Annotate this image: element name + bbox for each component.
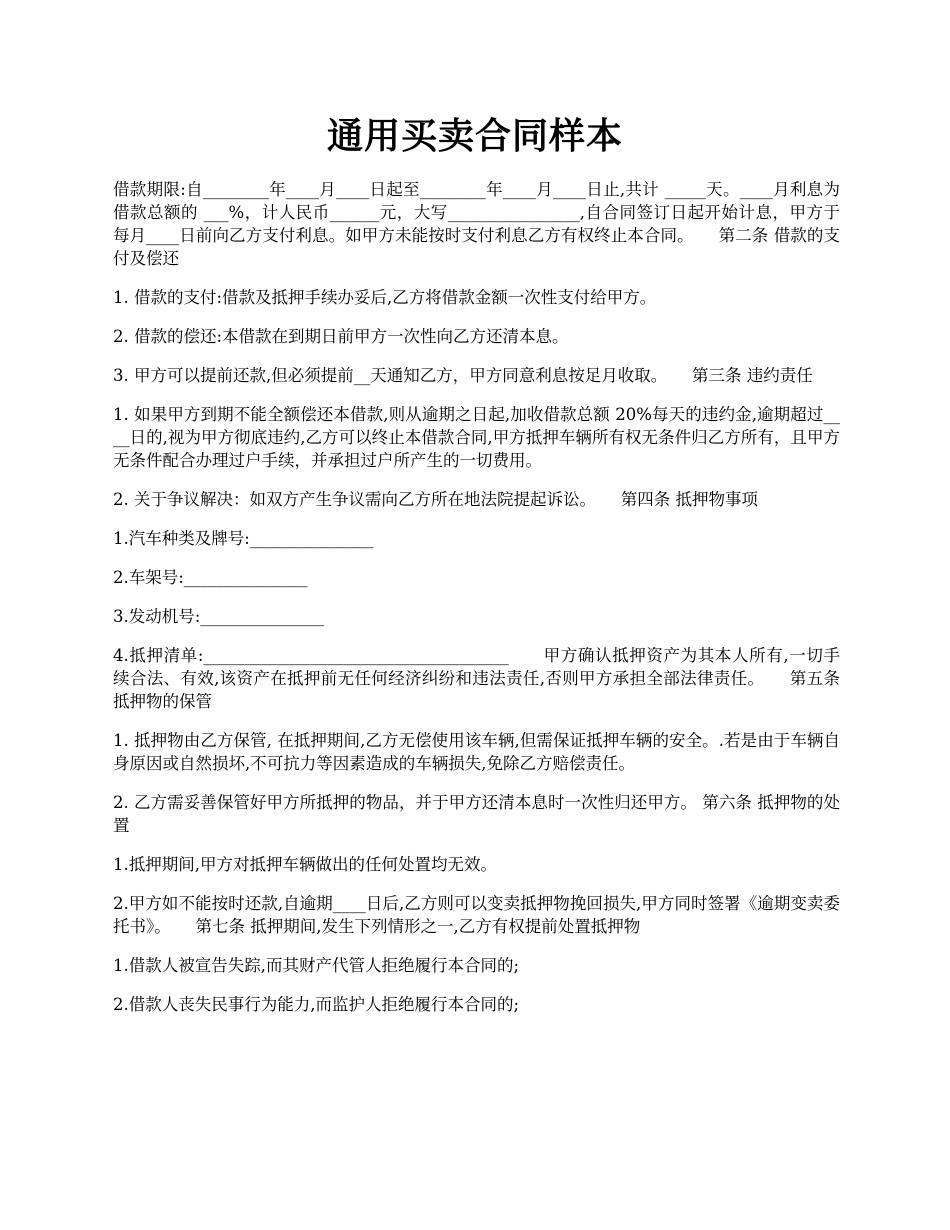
paragraph-overdue-sale: 2.甲方如不能按时还款,自逾期____日后,乙方则可以变卖抵押物挽回损失,甲方同时签署《逾期变卖委托书》。 第七条 抵押期间,发生下列情形之一,乙方有权提前处置抵押物 bbox=[113, 894, 840, 936]
paragraph-loan-term: 借款期限:自________年____月____日起至________年____月____日止,共计 _____天。____月利息为借款总额的 ___%，计人民币______元，大写________________,自合同签订日起开始计息，甲方于每月____日前向乙方支付利息。如甲方未能按时支付利息乙方有权终止本合同。 第二条 借款的支付及偿还 bbox=[113, 180, 840, 268]
paragraph-collateral-return: 2. 乙方需妥善保管好甲方所抵押的物品，并于甲方还清本息时一次性归还甲方。 第六条 抵押物的处置 bbox=[113, 793, 840, 835]
paragraph-frame-number: 2.车架号:_______________ bbox=[113, 568, 308, 587]
paragraph-engine-number: 3.发动机号:_______________ bbox=[113, 607, 325, 626]
page-title: 通用买卖合同样本 bbox=[326, 115, 623, 157]
paragraph-loan-repayment: 2. 借款的偿还:本借款在到期日前甲方一次性向乙方还清本息。 bbox=[113, 327, 569, 346]
paragraph-default-penalty: 1. 如果甲方到期不能全额偿还本借款,则从逾期之日起,加收借款总额 20%每天的违约金,逾期超过____日的,视为甲方彻底违约,乙方可以终止本借款合同,甲方抵押车辆所有权无条件归乙方所有，且甲方无条件配合办理过户手续，并承担过户所产生的一切费用。 bbox=[113, 405, 840, 470]
paragraph-borrower-missing: 1.借款人被宣告失踪,而其财产代管人拒绝履行本合同的; bbox=[113, 956, 520, 975]
paragraph-vehicle-type: 1.汽车种类及牌号:_______________ bbox=[113, 529, 374, 548]
paragraph-early-repayment: 3. 甲方可以提前还款,但必须提前__天通知乙方，甲方同意利息按足月收取。 第三条 违约责任 bbox=[113, 366, 813, 385]
paragraph-loan-payment: 1. 借款的支付:借款及抵押手续办妥后,乙方将借款金额一次性支付给甲方。 bbox=[113, 288, 657, 307]
paragraph-collateral-custody: 1. 抵押物由乙方保管, 在抵押期间,乙方无偿使用该车辆,但需保证抵押车辆的安全。.若是由于车辆自身原因或自然损坏,不可抗力等因素造成的车辆损失,免除乙方赔偿责任。 bbox=[113, 731, 840, 773]
paragraph-borrower-incapacity: 2.借款人丧失民事行为能力,而监护人拒绝履行本合同的; bbox=[113, 995, 520, 1014]
paragraph-collateral-list: 4.抵押清单:_____________________________________ 甲方确认抵押资产为其本人所有,一切手续合法、有效,该资产在抵押前无任何经济纠纷和违法责任,否则甲方承担全部法律责任。 第五条 抵押物的保管 bbox=[113, 646, 840, 711]
paragraph-disposal-invalid: 1.抵押期间,甲方对抵押车辆做出的任何处置均无效。 bbox=[113, 855, 497, 874]
paragraph-dispute-resolution: 2. 关于争议解决：如双方产生争议需向乙方所在地法院提起诉讼。 第四条 抵押物事项 bbox=[113, 490, 758, 509]
document-body bbox=[113, 178, 840, 1032]
